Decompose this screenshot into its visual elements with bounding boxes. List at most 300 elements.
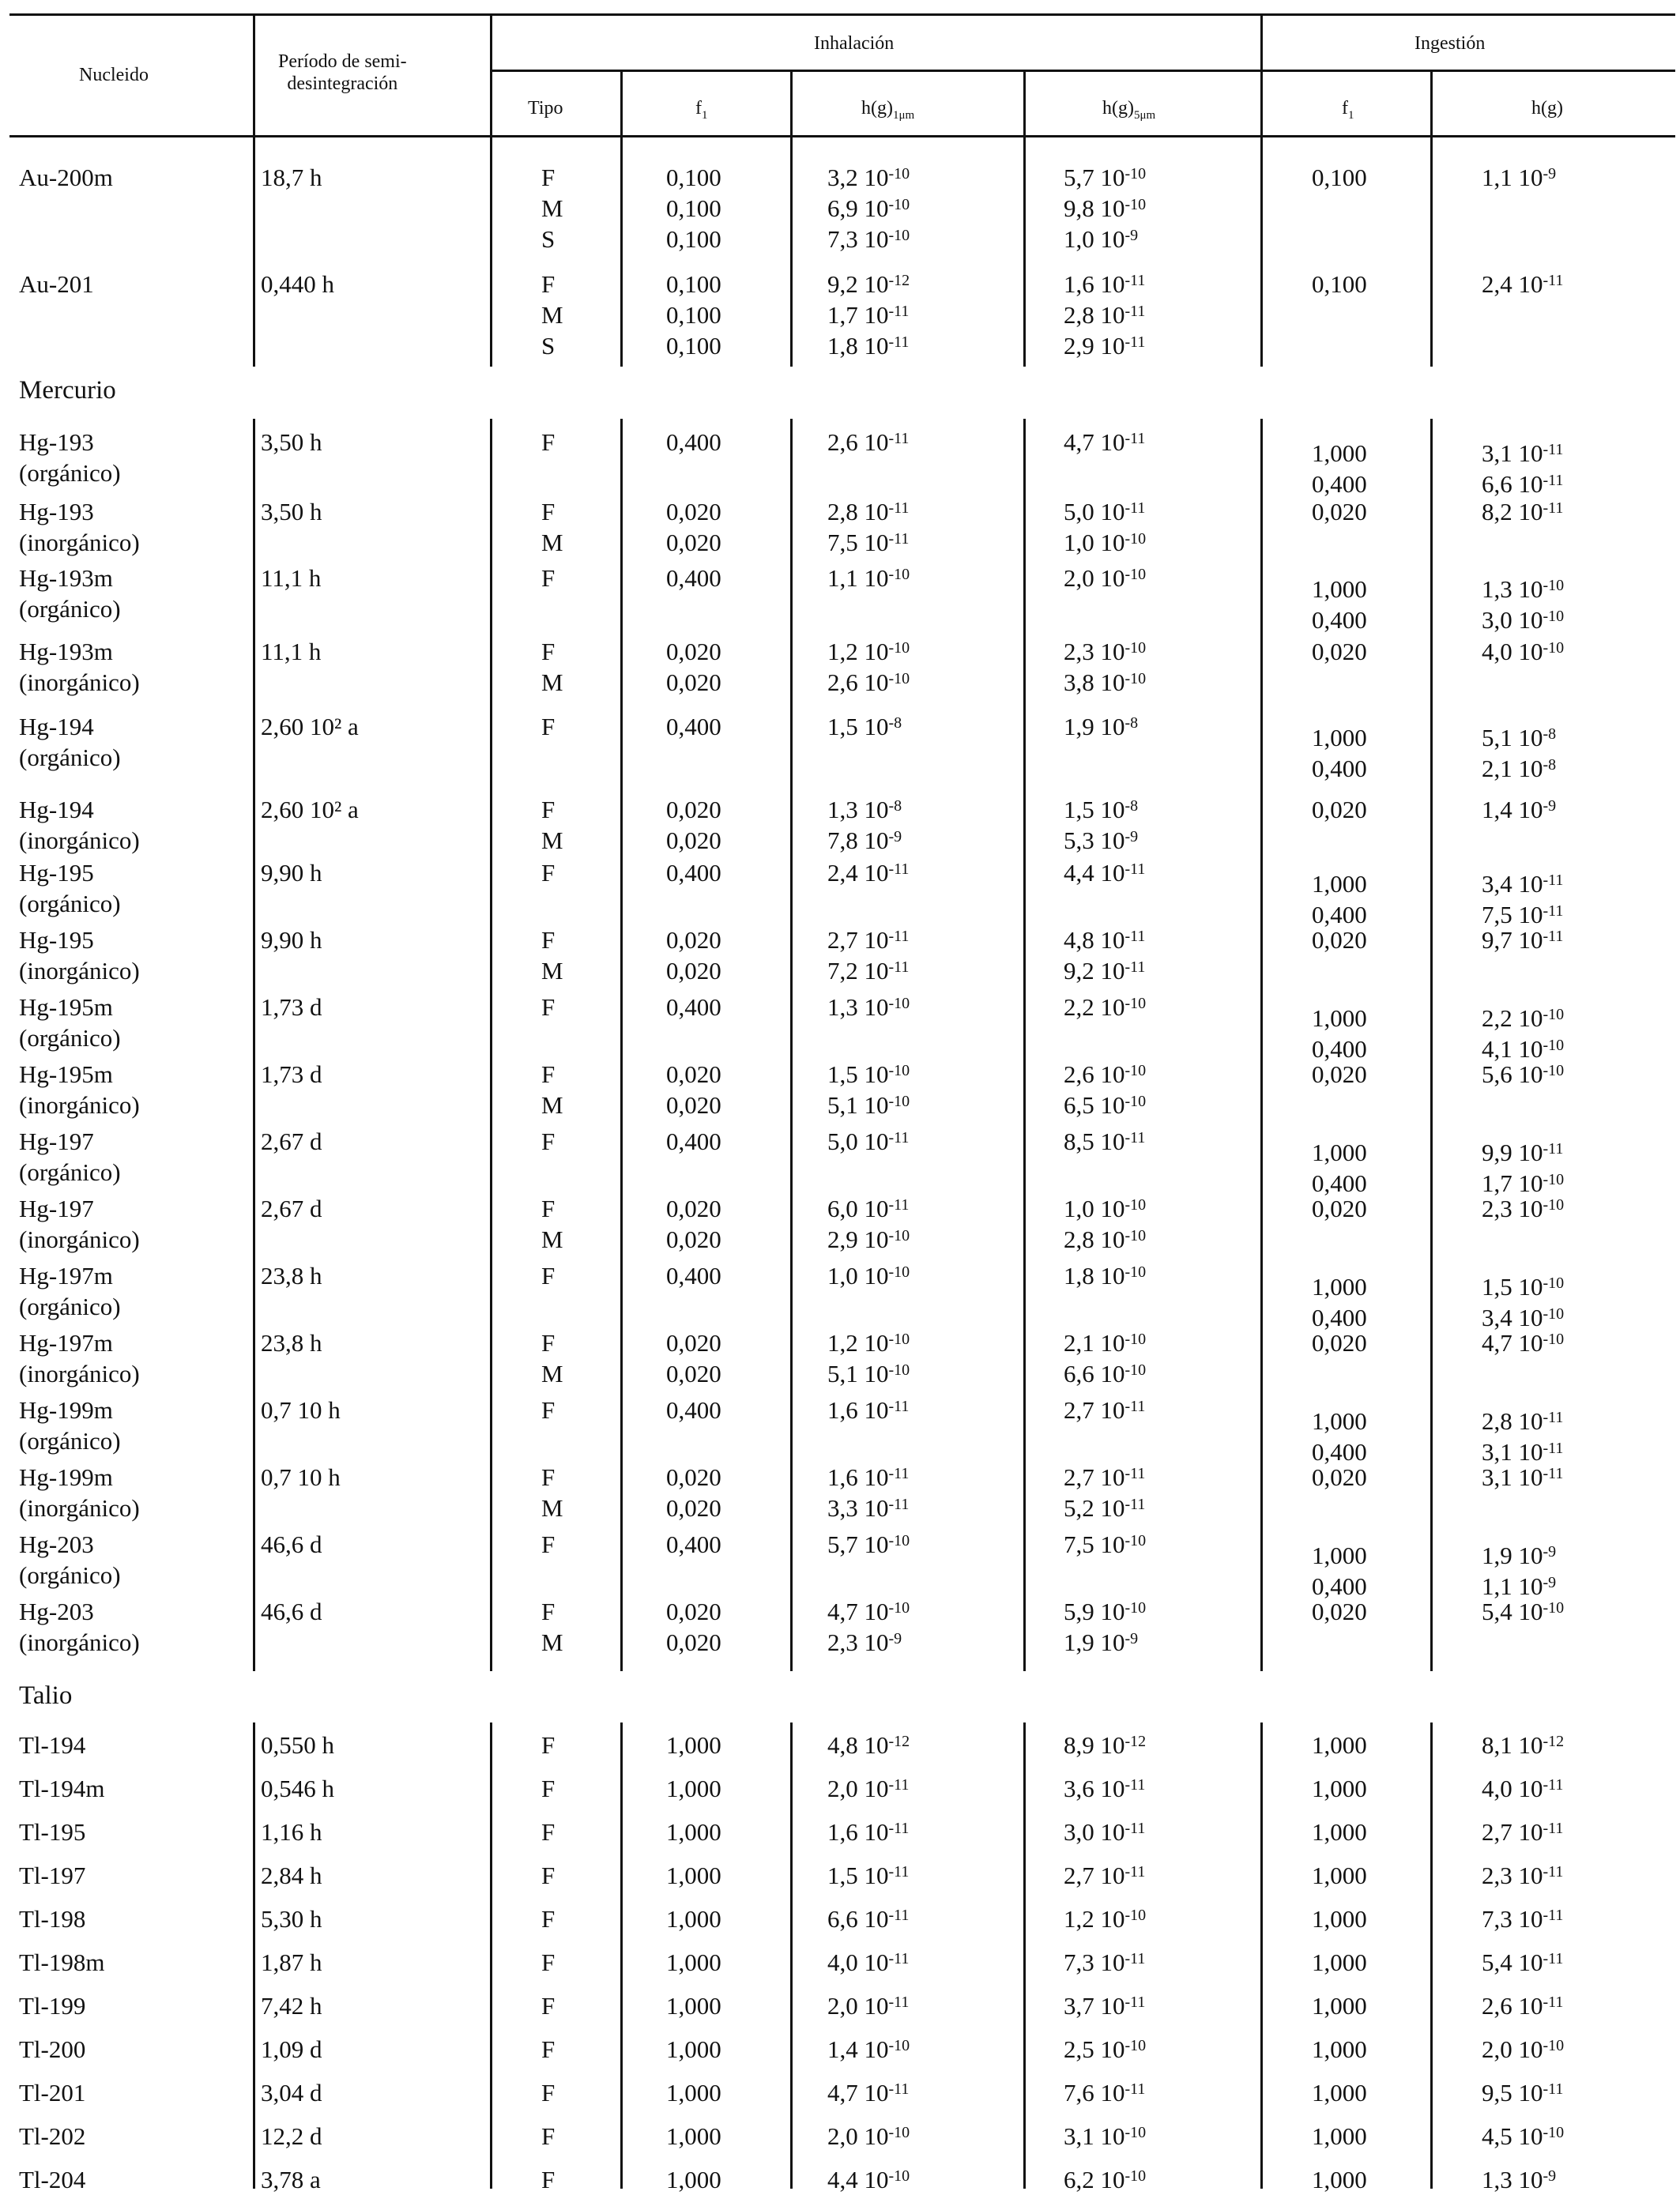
header-ing-hg: h(g) [1531,98,1563,119]
dose-coefficient-1um: 4,0 $10^{-11}$ [827,1948,910,1976]
header-divider [790,70,793,137]
nucleide-name: Tl-204 [19,2166,86,2193]
dose-coefficient-1um: 1,6 $10^{-11}$ [827,1818,910,1846]
ingestion-f1: 0,100 [1312,270,1367,298]
header-hg-1um [861,98,914,122]
half-life: 1,09 d [261,2035,322,2063]
dose-coefficient-5um: 5,9 $10^{-10}$ [1064,1598,1147,1625]
absorption-type: F [541,1862,556,1889]
ingestion-dose-coefficient: 5,4 $10^{-10}$ [1482,1598,1565,1625]
nucleide-form: (orgánico) [19,459,121,487]
ingestion-dose-coefficient: 9,7 $10^{-11}$ [1482,926,1564,954]
inhalation-f1: 1,000 [666,1992,721,2020]
ingestion-dose-coefficient: 2,3 $10^{-11}$ [1482,1862,1564,1889]
nucleide-name: Tl-199 [19,1992,86,2020]
dose-coefficient-1um: 2,9 $10^{-10}$ [827,1226,910,1253]
half-life: 0,7 10 h [261,1396,341,1424]
dose-coefficient-5um: 4,8 $10^{-11}$ [1064,926,1146,954]
inhalation-f1: 0,400 [666,564,721,592]
header-ingestion: Ingestión [1414,33,1486,54]
ingestion-dose-coefficient: 4,0 $10^{-11}$ [1482,1775,1564,1802]
nucleide-name: Au-201 [19,270,94,298]
dose-coefficient-1um: 2,0 $10^{-11}$ [827,1775,910,1802]
dose-coefficient-1um: 3,3 $10^{-11}$ [827,1494,910,1522]
absorption-type: F [541,1905,556,1933]
ingestion-dose-coefficient: 1,3 $10^{-10}$ [1482,575,1565,603]
nucleide-form: (orgánico) [19,1293,121,1320]
inhalation-f1: 0,020 [666,529,721,556]
section-title: Mercurio [19,376,116,405]
half-life: 1,73 d [261,993,322,1021]
column-rule [490,419,492,1671]
inhalation-f1: 0,020 [666,796,721,823]
dose-coefficient-1um: 1,3 $10^{-10}$ [827,993,910,1021]
ingestion-dose-coefficient: 1,9 $10^{-9}$ [1482,1542,1557,1569]
ingestion-dose-coefficient: 3,1 $10^{-11}$ [1482,439,1564,467]
dose-coefficient-1um: 1,3 $10^{-8}$ [827,796,902,823]
nucleide-form: (inorgánico) [19,1226,140,1253]
ingestion-f1: 1,000 [1312,1273,1367,1301]
half-life: 23,8 h [261,1262,322,1290]
inhalation-f1: 0,020 [666,926,721,954]
ingestion-dose-coefficient: 3,0 $10^{-10}$ [1482,606,1565,634]
nucleide-name: Hg-193m [19,564,113,592]
ingestion-dose-coefficient: 3,1 $10^{-11}$ [1482,1438,1564,1466]
ingestion-f1: 0,020 [1312,926,1367,954]
half-life: 1,73 d [261,1060,322,1088]
ingestion-f1: 0,020 [1312,1060,1367,1088]
inhalation-f1: 0,400 [666,993,721,1021]
column-rule [1430,1722,1433,2189]
column-rule [620,419,623,1671]
column-rule [620,1722,623,2189]
absorption-type: F [541,713,556,740]
inhalation-f1: 1,000 [666,2079,721,2107]
dose-coefficient-5um: 3,0 $10^{-11}$ [1064,1818,1146,1846]
inhalation-f1: 0,020 [666,1628,721,1656]
inhalation-f1: 1,000 [666,2166,721,2193]
inhalation-f1: 0,100 [666,301,721,329]
dose-coefficient-5um: 3,7 $10^{-11}$ [1064,1992,1146,2020]
inhalation-f1: 0,020 [666,1494,721,1522]
ingestion-f1: 1,000 [1312,1407,1367,1435]
header-periodo-line2: desintegración [287,73,398,94]
ingestion-f1: 1,000 [1312,1004,1367,1032]
nucleide-name: Tl-195 [19,1818,86,1846]
inhalation-f1: 0,020 [666,1226,721,1253]
half-life: 0,550 h [261,1731,334,1759]
dose-coefficient-5um: 6,2 $10^{-10}$ [1064,2166,1147,2193]
inhalation-f1: 0,020 [666,1329,721,1357]
half-life: 9,90 h [261,926,322,954]
dose-coefficient-1um: 2,4 $10^{-11}$ [827,859,910,887]
dose-coefficient-5um: 4,4 $10^{-11}$ [1064,859,1146,887]
dose-coefficient-1um: 1,7 $10^{-11}$ [827,301,910,329]
dose-coefficient-5um: 1,0 $10^{-9}$ [1064,225,1139,253]
inhalation-f1: 0,100 [666,332,721,360]
inhalation-f1: 0,100 [666,225,721,253]
ingestion-dose-coefficient: 5,4 $10^{-11}$ [1482,1948,1564,1976]
nucleide-name: Hg-199m [19,1463,113,1491]
absorption-type: M [541,1494,563,1522]
dose-coefficient-5um: 5,3 $10^{-9}$ [1064,826,1139,854]
absorption-type: F [541,428,556,456]
absorption-type: M [541,301,563,329]
column-rule [1260,419,1263,1671]
half-life: 0,440 h [261,270,334,298]
dose-coefficient-5um: 2,6 $10^{-10}$ [1064,1060,1147,1088]
nucleide-form: (orgánico) [19,1158,121,1186]
dose-coefficient-1um: 1,2 $10^{-10}$ [827,1329,910,1357]
absorption-type: F [541,2166,556,2193]
hg1-label: h(g) [861,98,893,119]
dose-coefficient-1um: 4,7 $10^{-11}$ [827,2079,910,2107]
absorption-type: F [541,2079,556,2107]
ingestion-dose-coefficient: 1,1 $10^{-9}$ [1482,164,1557,191]
dose-coefficient-5um: 1,6 $10^{-11}$ [1064,270,1146,298]
ingestion-f1: 1,000 [1312,2035,1367,2063]
dose-coefficient-5um: 7,5 $10^{-10}$ [1064,1530,1147,1558]
dose-coefficient-5um: 2,7 $10^{-11}$ [1064,1396,1146,1424]
absorption-type: M [541,1091,563,1119]
ingestion-dose-coefficient: 2,4 $10^{-11}$ [1482,270,1564,298]
ingestion-f1: 1,000 [1312,1731,1367,1759]
dose-coefficient-5um: 3,1 $10^{-10}$ [1064,2122,1147,2150]
header-ing-f1 [1342,98,1354,122]
ingestion-f1: 1,000 [1312,1992,1367,2020]
dose-coefficient-5um: 3,8 $10^{-10}$ [1064,668,1147,696]
dose-coefficient-5um: 3,6 $10^{-11}$ [1064,1775,1146,1802]
half-life: 0,546 h [261,1775,334,1802]
half-life: 0,7 10 h [261,1463,341,1491]
ingestion-dose-coefficient: 9,5 $10^{-11}$ [1482,2079,1564,2107]
ingestion-dose-coefficient: 2,0 $10^{-10}$ [1482,2035,1565,2063]
ingestion-f1: 0,400 [1312,1572,1367,1600]
nucleide-name: Hg-195 [19,926,94,954]
dose-coefficient-1um: 6,9 $10^{-10}$ [827,194,910,222]
ingestion-dose-coefficient: 2,1 $10^{-8}$ [1482,755,1557,782]
inhalation-f1: 0,020 [666,1060,721,1088]
inhalation-f1: 0,100 [666,270,721,298]
inhalation-f1: 0,020 [666,826,721,854]
ingestion-dose-coefficient: 1,3 $10^{-9}$ [1482,2166,1557,2193]
header-nucleido: Nucleido [79,65,149,85]
ingestion-dose-coefficient: 1,4 $10^{-9}$ [1482,796,1557,823]
half-life: 2,67 d [261,1128,322,1155]
column-rule [1023,1722,1026,2189]
dose-coefficient-5um: 8,5 $10^{-11}$ [1064,1128,1146,1155]
section-title: Talio [19,1681,73,1710]
nucleide-name: Hg-199m [19,1396,113,1424]
absorption-type: F [541,1992,556,2020]
dose-coefficient-1um: 1,5 $10^{-8}$ [827,713,902,740]
header-divider [490,13,492,137]
nucleide-name: Hg-193 [19,428,94,456]
dose-coefficient-1um: 2,6 $10^{-10}$ [827,668,910,696]
dose-coefficient-5um: 5,0 $10^{-11}$ [1064,498,1146,525]
ingestion-f1: 0,020 [1312,1463,1367,1491]
absorption-type: F [541,1262,556,1290]
absorption-type: F [541,164,556,191]
ingestion-dose-coefficient: 2,7 $10^{-11}$ [1482,1818,1564,1846]
ingestion-f1: 0,020 [1312,638,1367,665]
absorption-type: F [541,638,556,665]
ingestion-dose-coefficient: 1,1 $10^{-9}$ [1482,1572,1557,1600]
nucleide-name: Tl-197 [19,1862,86,1889]
ingestion-f1: 1,000 [1312,439,1367,467]
nucleide-name: Tl-200 [19,2035,86,2063]
half-life: 1,16 h [261,1818,322,1846]
header-inhalacion: Inhalación [814,33,895,54]
inhalation-f1: 0,400 [666,1262,721,1290]
header-f1 [695,98,708,122]
nucleide-form: (inorgánico) [19,529,140,556]
dose-coefficient-5um: 1,9 $10^{-9}$ [1064,1628,1139,1656]
nucleide-name: Tl-198m [19,1948,105,1976]
dose-coefficient-1um: 1,0 $10^{-10}$ [827,1262,910,1290]
ingestion-dose-coefficient: 2,3 $10^{-10}$ [1482,1195,1565,1222]
column-rule [1260,137,1263,367]
inhalation-f1: 0,100 [666,194,721,222]
ingestion-dose-coefficient: 3,1 $10^{-11}$ [1482,1463,1564,1491]
ingestion-dose-coefficient: 6,6 $10^{-11}$ [1482,470,1564,498]
half-life: 9,90 h [261,859,322,887]
half-life: 3,04 d [261,2079,322,2107]
nucleide-form: (inorgánico) [19,1628,140,1656]
ingestion-dose-coefficient: 1,7 $10^{-10}$ [1482,1169,1565,1197]
ingestion-f1: 1,000 [1312,1905,1367,1933]
dose-coefficient-1um: 1,6 $10^{-11}$ [827,1396,910,1424]
dose-coefficient-1um: 6,0 $10^{-11}$ [827,1195,910,1222]
dose-coefficient-5um: 1,2 $10^{-10}$ [1064,1905,1147,1933]
absorption-type: F [541,1948,556,1976]
dose-coefficient-5um: 1,0 $10^{-10}$ [1064,529,1147,556]
absorption-type: F [541,2035,556,2063]
nucleide-name: Hg-203 [19,1530,94,1558]
dose-coefficient-1um: 9,2 $10^{-12}$ [827,270,910,298]
dose-coefficient-1um: 4,8 $10^{-12}$ [827,1731,910,1759]
ingestion-f1: 1,000 [1312,1139,1367,1166]
nucleide-name: Hg-197 [19,1128,94,1155]
absorption-type: F [541,1598,556,1625]
header-divider [1430,70,1433,137]
absorption-type: M [541,529,563,556]
absorption-type: M [541,1226,563,1253]
ing-f1-label: f [1342,98,1348,119]
inhalation-f1: 0,400 [666,713,721,740]
header-bottom-rule [9,135,1675,137]
dose-coefficient-5um: 6,6 $10^{-10}$ [1064,1360,1147,1387]
inhalation-f1: 0,100 [666,164,721,191]
half-life: 3,50 h [261,428,322,456]
half-life: 2,60 10² a [261,796,359,823]
column-rule [1260,1722,1263,2189]
absorption-type: F [541,2122,556,2150]
ingestion-dose-coefficient: 3,4 $10^{-10}$ [1482,1304,1565,1331]
nucleide-name: Hg-197m [19,1262,113,1290]
ingestion-f1: 0,020 [1312,1329,1367,1357]
nucleide-name: Hg-195 [19,859,94,887]
absorption-type: F [541,1396,556,1424]
dose-coefficient-5um: 2,2 $10^{-10}$ [1064,993,1147,1021]
inhalation-f1: 1,000 [666,1731,721,1759]
dose-coefficient-5um: 7,6 $10^{-11}$ [1064,2079,1146,2107]
ingestion-f1: 1,000 [1312,1542,1367,1569]
column-rule [490,1722,492,2189]
inhalation-f1: 0,020 [666,1195,721,1222]
ingestion-f1: 1,000 [1312,724,1367,751]
dose-coefficient-5um: 2,7 $10^{-11}$ [1064,1463,1146,1491]
header-divider [1260,13,1263,137]
half-life: 3,50 h [261,498,322,525]
half-life: 5,30 h [261,1905,322,1933]
dose-coefficient-5um: 2,1 $10^{-10}$ [1064,1329,1147,1357]
inhalation-f1: 1,000 [666,1818,721,1846]
nucleide-form: (orgánico) [19,1427,121,1455]
nucleide-name: Hg-195m [19,993,113,1021]
nucleide-name: Hg-194 [19,796,94,823]
dose-coefficient-1um: 2,8 $10^{-11}$ [827,498,910,525]
dose-coefficient-5um: 1,8 $10^{-10}$ [1064,1262,1147,1290]
dose-coefficient-1um: 5,1 $10^{-10}$ [827,1360,910,1387]
header-divider [620,70,623,137]
ingestion-dose-coefficient: 5,6 $10^{-10}$ [1482,1060,1565,1088]
ingestion-dose-coefficient: 7,5 $10^{-11}$ [1482,901,1564,928]
ingestion-dose-coefficient: 4,0 $10^{-10}$ [1482,638,1565,665]
ingestion-f1: 0,400 [1312,1035,1367,1063]
nucleide-form: (orgánico) [19,1024,121,1052]
dose-coefficient-1um: 1,8 $10^{-11}$ [827,332,910,360]
ingestion-dose-coefficient: 2,8 $10^{-11}$ [1482,1407,1564,1435]
column-rule [253,1722,255,2189]
ingestion-f1: 1,000 [1312,2166,1367,2193]
dose-coefficient-5um: 2,3 $10^{-10}$ [1064,638,1147,665]
header-divider [253,13,255,137]
dose-coefficient-1um: 1,6 $10^{-11}$ [827,1463,910,1491]
header-periodo-line1: Período de semi- [278,51,407,72]
header-tipo: Tipo [528,98,563,119]
ingestion-f1: 1,000 [1312,1862,1367,1889]
inhalation-f1: 0,020 [666,668,721,696]
inhalation-f1: 0,400 [666,859,721,887]
ingestion-dose-coefficient: 9,9 $10^{-11}$ [1482,1139,1564,1166]
ingestion-f1: 1,000 [1312,870,1367,898]
absorption-type: M [541,957,563,985]
hg1-sub: 1μm [892,108,915,122]
f1-label: f [695,98,702,119]
inhalation-f1: 1,000 [666,1948,721,1976]
half-life: 46,6 d [261,1530,322,1558]
ingestion-dose-coefficient: 8,1 $10^{-12}$ [1482,1731,1565,1759]
absorption-type: F [541,1195,556,1222]
dose-coefficient-5um: 8,9 $10^{-12}$ [1064,1731,1147,1759]
dose-coefficient-1um: 2,0 $10^{-10}$ [827,2122,910,2150]
half-life: 11,1 h [261,564,322,592]
dose-coefficient-1um: 5,1 $10^{-10}$ [827,1091,910,1119]
nucleide-name: Hg-194 [19,713,94,740]
ing-f1-sub: 1 [1348,108,1354,122]
dose-coefficient-1um: 4,7 $10^{-10}$ [827,1598,910,1625]
absorption-type: F [541,1128,556,1155]
absorption-type: F [541,1329,556,1357]
absorption-type: F [541,796,556,823]
half-life: 46,6 d [261,1598,322,1625]
column-rule [1023,419,1026,1671]
half-life: 11,1 h [261,638,322,665]
nucleide-name: Hg-203 [19,1598,94,1625]
inhalation-f1: 0,400 [666,1396,721,1424]
inhalation-f1: 0,400 [666,1128,721,1155]
ingestion-f1: 0,020 [1312,498,1367,525]
header-mid-rule [492,70,1675,72]
ingestion-f1: 0,020 [1312,1598,1367,1625]
inhalation-f1: 0,400 [666,1530,721,1558]
ingestion-f1: 1,000 [1312,1818,1367,1846]
dose-coefficient-5um: 5,7 $10^{-10}$ [1064,164,1147,191]
half-life: 1,87 h [261,1948,322,1976]
header-periodo [278,51,407,95]
dose-coefficient-5um: 5,2 $10^{-11}$ [1064,1494,1146,1522]
dose-coefficient-1um: 1,4 $10^{-10}$ [827,2035,910,2063]
ingestion-dose-coefficient: 2,6 $10^{-11}$ [1482,1992,1564,2020]
dose-coefficient-5um: 2,0 $10^{-10}$ [1064,564,1147,592]
absorption-type: F [541,926,556,954]
dose-coefficient-1um: 1,1 $10^{-10}$ [827,564,910,592]
dose-coefficient-1um: 7,3 $10^{-10}$ [827,225,910,253]
dose-coefficient-1um: 5,7 $10^{-10}$ [827,1530,910,1558]
ingestion-f1: 1,000 [1312,1948,1367,1976]
absorption-type: F [541,498,556,525]
absorption-type: F [541,270,556,298]
nucleide-name: Tl-202 [19,2122,86,2150]
inhalation-f1: 1,000 [666,1862,721,1889]
absorption-type: M [541,1360,563,1387]
column-rule [1023,137,1026,367]
column-rule [490,137,492,367]
absorption-type: M [541,1628,563,1656]
column-rule [790,419,793,1671]
ingestion-f1: 0,400 [1312,1304,1367,1331]
ingestion-dose-coefficient: 4,1 $10^{-10}$ [1482,1035,1565,1063]
nucleide-form: (orgánico) [19,1561,121,1589]
dose-coefficient-5um: 7,3 $10^{-11}$ [1064,1948,1146,1976]
inhalation-f1: 0,400 [666,428,721,456]
dose-coefficient-5um: 2,5 $10^{-10}$ [1064,2035,1147,2063]
absorption-type: F [541,1775,556,1802]
dose-coefficient-5um: 4,7 $10^{-11}$ [1064,428,1146,456]
inhalation-f1: 0,020 [666,1463,721,1491]
dose-coefficient-1um: 2,6 $10^{-11}$ [827,428,910,456]
dose-coefficient-5um: 2,8 $10^{-10}$ [1064,1226,1147,1253]
dose-coefficient-1um: 5,0 $10^{-11}$ [827,1128,910,1155]
inhalation-f1: 0,020 [666,1598,721,1625]
absorption-type: F [541,1731,556,1759]
dose-coefficient-1um: 4,4 $10^{-10}$ [827,2166,910,2193]
dose-coefficient-1um: 7,5 $10^{-11}$ [827,529,910,556]
ingestion-f1: 0,020 [1312,796,1367,823]
nucleide-name: Hg-197 [19,1195,94,1222]
ingestion-f1: 0,400 [1312,606,1367,634]
column-rule [620,137,623,367]
dose-coefficient-1um: 1,5 $10^{-10}$ [827,1060,910,1088]
column-rule [253,137,255,367]
absorption-type: F [541,1818,556,1846]
dose-coefficient-1um: 2,3 $10^{-9}$ [827,1628,902,1656]
f1-sub: 1 [702,108,708,122]
dose-coefficient-5um: 1,0 $10^{-10}$ [1064,1195,1147,1222]
ingestion-dose-coefficient: 3,4 $10^{-11}$ [1482,870,1564,898]
dose-coefficient-1um: 2,0 $10^{-11}$ [827,1992,910,2020]
